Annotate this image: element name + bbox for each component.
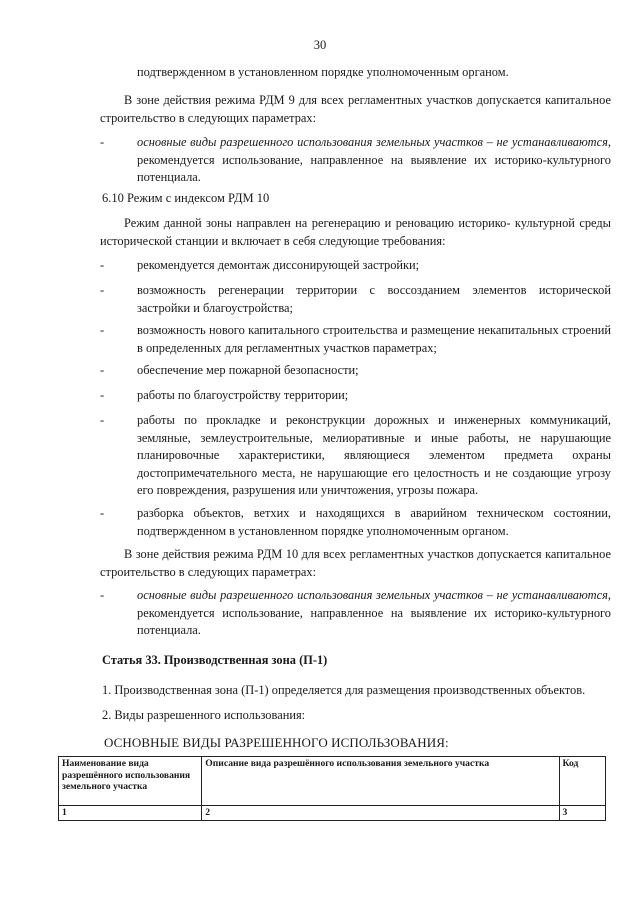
bullet-text: работы по прокладке и реконструкции дорожных и инженерных коммуникаций, земляные, землеустроительные, мелиоративные и иные работы, не нарушающие планировочные характеристики, являющиеся элементом предмета охраны достопримечательного места, не нарушающие его целостность и не создающие угрозу его повреждения, разрушения или уничтожения, угрозы пожара. <box>137 413 611 497</box>
bullet-text: разборка объектов, ветхих и находящихся в аварийном техническом состоянии, подтвержденном в установленном порядке уполномоченным органом. <box>137 506 611 538</box>
rdm10-bullet-italic: основные виды разрешенного использования земельных участков – не устанавливаются <box>137 588 608 602</box>
rdm10-bullet <box>100 587 611 640</box>
article-33-item-1: 1. Производственная зона (П-1) определяется для размещения производственных объектов. <box>102 683 586 697</box>
bullet-dash: - <box>100 283 105 297</box>
number-cell-1: 1 <box>59 806 202 821</box>
bullet-text: рекомендуется демонтаж диссонирующей застройки; <box>137 258 420 272</box>
bullet-dash: - <box>100 258 105 272</box>
section-6-10-heading: 6.10 Режим с индексом РДМ 10 <box>102 191 270 205</box>
article-33-heading: Статья 33. Производственная зона (П-1) <box>102 653 328 667</box>
header-name-cell: Наименование вида разрешённого использования земельного участка <box>59 757 202 806</box>
bullet-item-6 <box>100 412 611 500</box>
bullet-dash: - <box>100 413 105 427</box>
bullet-dash: - <box>100 323 105 337</box>
bullet-text: возможность нового капитального строительства и размещение некапитальных строений в определенных для регламентных участков параметрах; <box>137 323 611 355</box>
bullet-item-3 <box>100 322 611 357</box>
bullet-dash: - <box>100 588 105 602</box>
bullet-dash: - <box>100 363 105 377</box>
rdm9-paragraph: В зоне действия режима РДМ 9 для всех регламентных участков допускается капитальное строительство в следующих параметрах: <box>100 93 611 125</box>
permitted-uses-table <box>58 756 606 821</box>
header-code-cell: Код <box>559 757 605 806</box>
rdm9-bullet <box>100 134 611 187</box>
bullet-text: работы по благоустройству территории; <box>137 388 349 402</box>
bullet-dash: - <box>100 506 105 520</box>
bullet-text: обеспечение мер пожарной безопасности; <box>137 363 359 377</box>
table-caption: ОСНОВНЫЕ ВИДЫ РАЗРЕШЕННОГО ИСПОЛЬЗОВАНИЯ: <box>104 735 449 750</box>
table-header-row <box>59 757 606 806</box>
bullet-item-1 <box>100 257 611 275</box>
bullet-item-5 <box>100 387 611 405</box>
bullet-item-2 <box>100 282 611 317</box>
page-number: 30 <box>313 38 327 52</box>
rdm10-bullet-rest: , рекомендуется использование, направленное на выявление их историко-культурного потенциала. <box>137 588 611 637</box>
rdm9-bullet-rest: , рекомендуется использование, направленное на выявление их историко-культурного потенциала. <box>137 135 611 184</box>
bullet-dash: - <box>100 135 105 149</box>
bullet-text: возможность регенерации территории с воссозданием элементов исторической застройки и благоустройства; <box>137 283 611 315</box>
article-33-item-2: 2. Виды разрешенного использования: <box>102 708 306 722</box>
bullet-dash: - <box>100 388 105 402</box>
rdm10-paragraph: В зоне действия режима РДМ 10 для всех регламентных участков допускается капитальное строительство в следующих параметрах: <box>100 547 611 579</box>
number-cell-2: 2 <box>202 806 559 821</box>
rdm9-bullet-italic: основные виды разрешенного использования земельных участков – не устанавливаются <box>137 135 608 149</box>
bullet-item-7 <box>100 505 611 540</box>
header-description-cell: Описание вида разрешённого использования земельного участка <box>202 757 559 806</box>
number-cell-3: 3 <box>559 806 605 821</box>
section-6-10-intro: Режим данной зоны направлен на регенерацию и реновацию историко- культурной среды исторической станции и включает в себя следующие требования: <box>100 216 611 248</box>
bullet-item-4 <box>100 362 611 380</box>
top-line: подтвержденном в установленном порядке уполномоченным органом. <box>137 65 509 79</box>
table-number-row <box>59 806 606 821</box>
